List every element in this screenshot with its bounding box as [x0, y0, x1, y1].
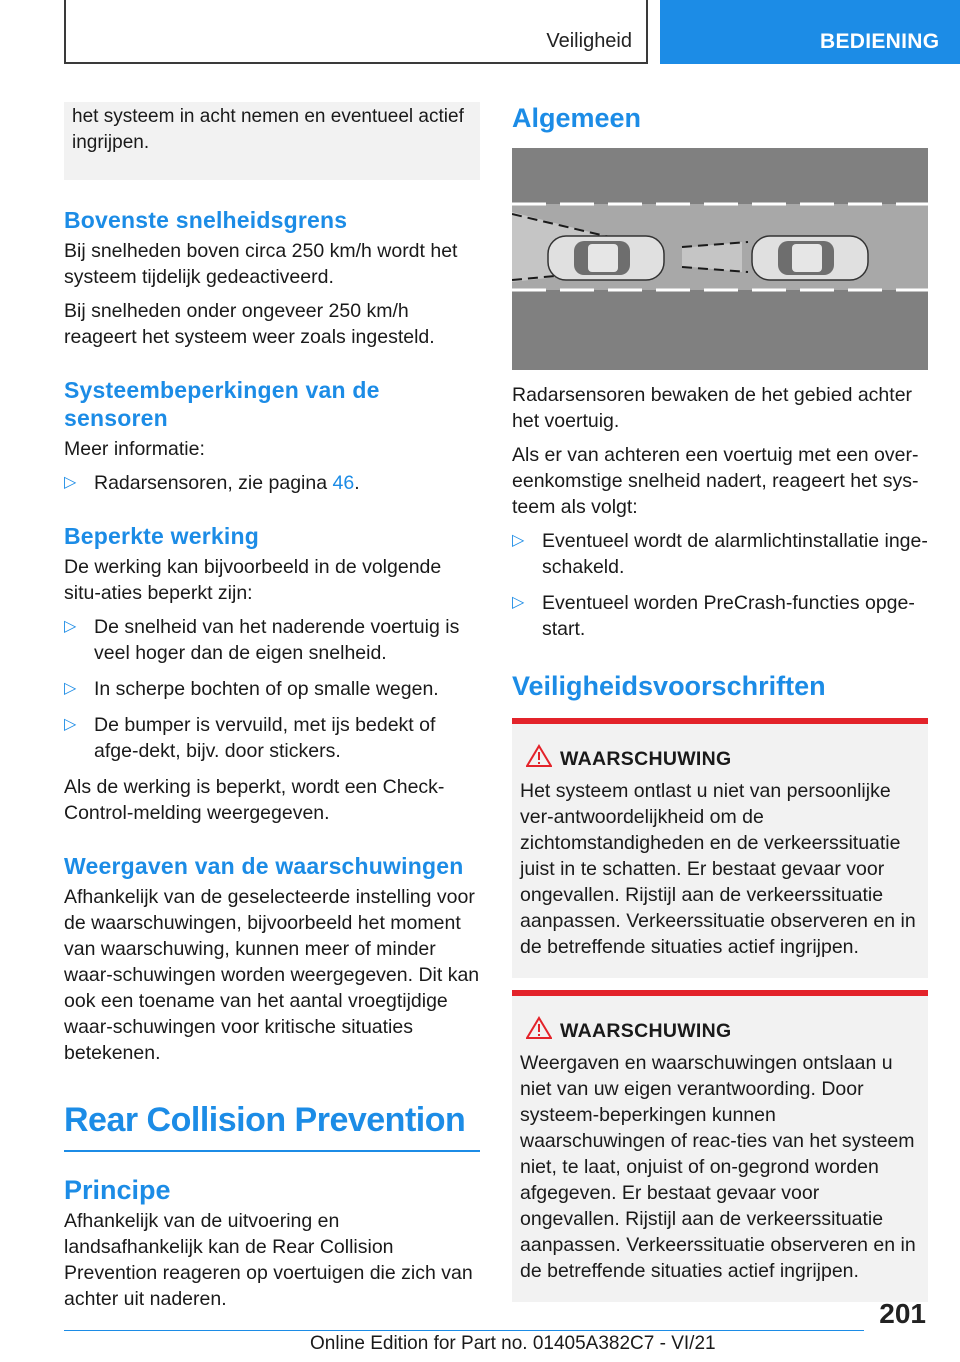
- warning-box: [512, 718, 928, 978]
- paragraph: Radarsensoren bewaken de het gebied achter het voertuig.: [512, 384, 913, 432]
- paragraph: Bij snelheden boven circa 250 km/h wordt het systeem tijdelijk gedeactiveerd.: [64, 240, 458, 288]
- bullet-list: [64, 470, 480, 496]
- paragraph: Als de werking is beperkt, wordt een Check-Control-melding weergegeven.: [64, 776, 445, 824]
- warning-triangle-icon: [526, 744, 552, 768]
- triangle-bullet-icon: ▷: [64, 618, 77, 635]
- heading-upper-speed-limit: Bovenste snelheidsgrens: [64, 207, 348, 233]
- heading-general: Algemeen: [512, 103, 642, 133]
- paragraph: De werking kan bijvoorbeeld in de volgende situ-aties beperkt zijn:: [64, 556, 442, 604]
- bullet-list: [64, 614, 480, 764]
- paragraph: Meer informatie:: [64, 438, 205, 460]
- chapter-title-rule: [64, 1150, 480, 1152]
- continued-note-box: [64, 102, 480, 180]
- heading-principle: Principe: [64, 1175, 171, 1205]
- heading-warning-displays: Weergaven van de waarschuwingen: [64, 853, 464, 879]
- page-number: 201: [879, 1298, 926, 1329]
- triangle-bullet-icon: ▷: [64, 474, 77, 491]
- warning-text: Weergaven en waarschuwingen ontslaan u niet van uw eigen verantwoording. Door systeem-beperkingen kunnen waarschuwingen of reac-ties van het systeem niet, te laat, onjuist of on-gegrond worden afgegeven. Er bestaat gevaar voor ongevallen. Rijstijl aan de verkeerssituatie aanpassen. Verkeerssituatie observeren en in de betreffende situaties actief ingrijpen.: [520, 1052, 916, 1282]
- radar-illustration: [512, 148, 928, 370]
- triangle-bullet-icon: ▷: [512, 594, 525, 611]
- header-section-title: Veiligheid: [546, 30, 632, 52]
- triangle-bullet-icon: ▷: [64, 680, 77, 697]
- heading-safety-instructions: Veiligheidsvoorschriften: [512, 671, 826, 701]
- triangle-bullet-icon: ▷: [512, 532, 525, 549]
- triangle-bullet-icon: ▷: [64, 716, 77, 733]
- front-car-icon: [752, 236, 868, 280]
- paragraph: Als er van achteren een voertuig met een over-eenkomstige snelheid nadert, reageert het sys-teem als volgt:: [512, 444, 919, 518]
- list-item: ▷ De snelheid van het naderende voertuig is veel hoger dan de eigen snelheid.: [64, 616, 460, 664]
- list-item: ▷ Eventueel worden PreCrash-functies opge-start.: [512, 592, 915, 640]
- heading-sensor-limitations: Systeembeperkingen van de sensoren: [64, 377, 380, 431]
- footer-edition: Online Edition for Part no. 01405A382C7 - VI/21: [310, 1333, 716, 1354]
- warning-text: Het systeem ontlast u niet van persoonlijke ver-antwoordelijkheid om de zichtomstandigheden en de verkeerssituatie juist in te schatten. Er bestaat gevaar voor ongevallen. Rijstijl aan de verkeerssituatie aanpassen. Verkeerssituatie observeren en in de betreffende situaties actief ingrijpen.: [520, 780, 916, 958]
- warning-title: WAARSCHUWING: [520, 746, 920, 772]
- list-item: ▷ Eventueel wordt de alarmlichtinstallatie inge-schakeld.: [512, 530, 928, 578]
- paragraph: Afhankelijk van de geselecteerde instelling voor de waarschuwingen, bijvoorbeeld het moment van waarschuwing, kunnen meer of minder waar-schuwingen worden weergegeven. Dit kan ook een toename van het aantal vroegtijdige waar-schuwingen voor kritische situaties betekenen.: [64, 886, 480, 1064]
- left-column: [64, 102, 480, 1320]
- list-item: ▷ De bumper is vervuild, met ijs bedekt of afge-dekt, bijv. door stickers.: [64, 714, 436, 762]
- warning-triangle-icon: [526, 1016, 552, 1040]
- continued-note-text: het systeem in acht nemen en eventueel actief ingrijpen.: [72, 106, 464, 153]
- list-item: ▷ In scherpe bochten of op smalle wegen.: [64, 678, 439, 700]
- rear-car-icon: [548, 236, 664, 280]
- footer-rule: [64, 1330, 864, 1331]
- radar-illustration-svg: [512, 148, 928, 370]
- paragraph: Bij snelheden onder ongeveer 250 km/h reageert het systeem weer zoals ingesteld.: [64, 300, 435, 348]
- page-link[interactable]: 46: [332, 472, 355, 494]
- header-frame: [64, 0, 648, 64]
- heading-limited-function: Beperkte werking: [64, 523, 259, 549]
- header-chapter-tab: BEDIENING: [660, 0, 960, 64]
- chapter-title: Rear Collision Prevention: [64, 1101, 466, 1139]
- bullet-list: [512, 528, 928, 642]
- warning-title: WAARSCHUWING: [520, 1018, 920, 1044]
- list-item: ▷ Radarsensoren, zie pagina 46.: [64, 472, 360, 494]
- right-column: [512, 102, 928, 1302]
- warning-box: [512, 990, 928, 1302]
- paragraph: Afhankelijk van de uitvoering en landsafhankelijk kan de Rear Collision Prevention reageren op voertuigen die zich van achter uit naderen.: [64, 1210, 473, 1310]
